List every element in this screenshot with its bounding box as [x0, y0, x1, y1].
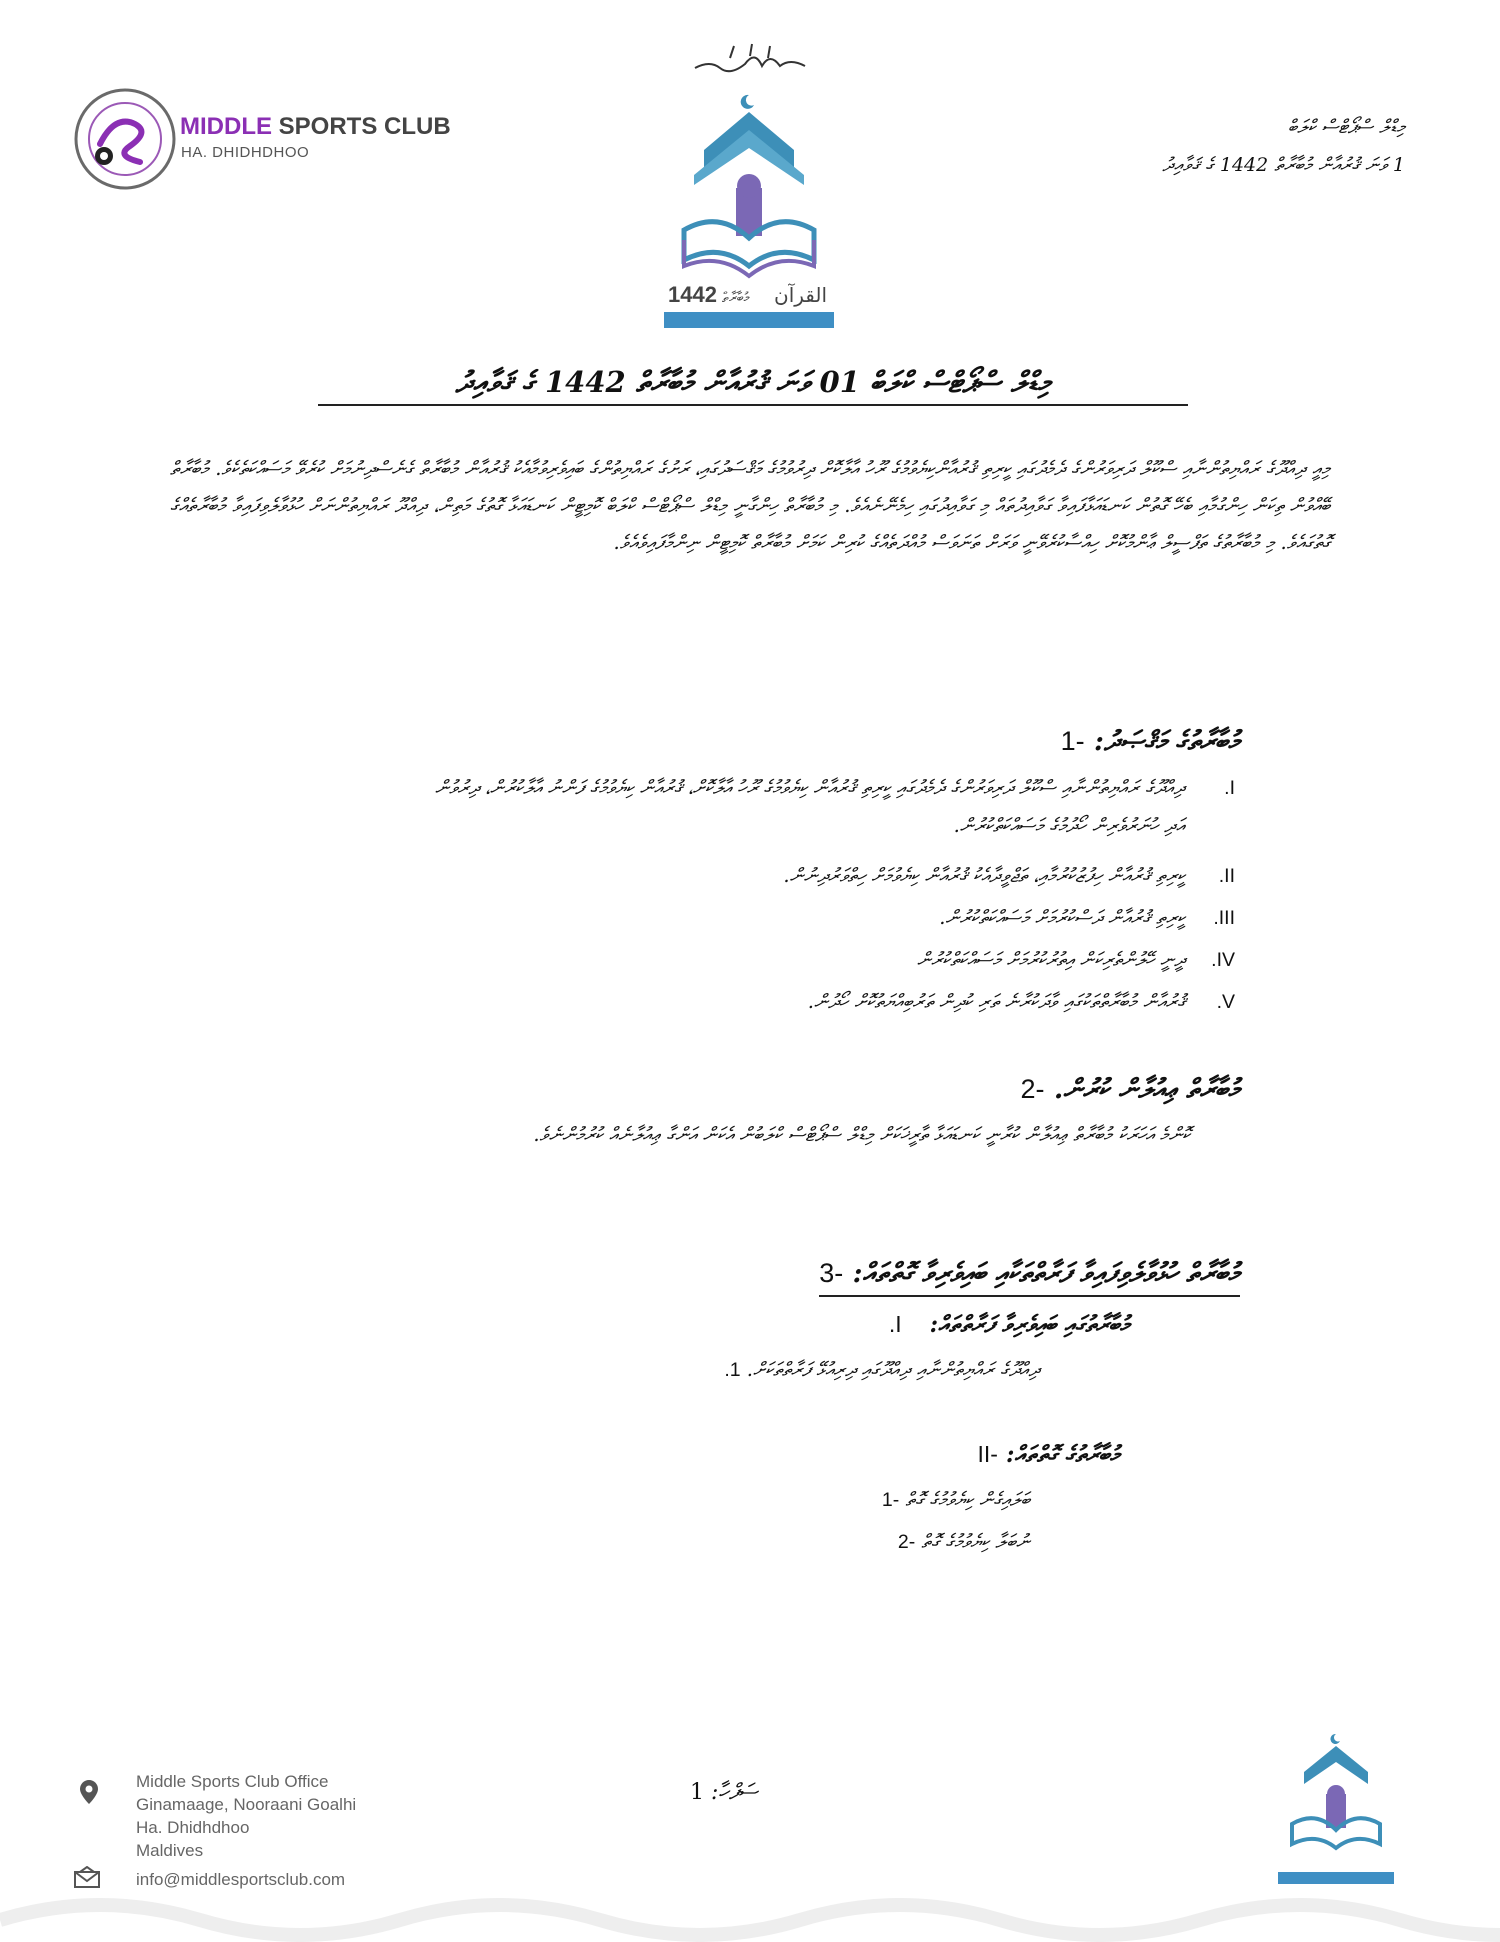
address-line: Ginamaage, Nooraani Goalhi — [136, 1795, 357, 1814]
club-name: MIDDLE SPORTS CLUB — [180, 113, 451, 140]
footer-email[interactable]: info@middlesportsclub.com — [136, 1870, 346, 1889]
logo-thaana-text: މުބާރާތް — [722, 290, 750, 306]
page-title: މިޑްލް ސްޕޯޓްސް ކްލަބް 01 ވަނަ ޤުރުއާން މުބާރާތް 1442 ގެ ޤަވާއިދު — [318, 360, 1188, 406]
quran-competition-logo — [664, 90, 834, 328]
section-3-heading: މުބާރާތް ހުޅުވާލެވިފައިވާ ފަރާތްތަކާއި ބައިވެރިވާ ގޮތްތައް: -3 — [819, 1252, 1240, 1297]
document-meta — [1162, 108, 1405, 184]
section-2-body: ކޮންމެ އަހަރަކު މުބާރާތް ޢިއުލާން ކުރާނީ ކަނޑައަޅާ ތާރީޚަކަށް މިޑްލް ސްޕޯޓްސް ކްލަބުން އެކަން އަންގާ ޢިއުލާނެއް ކުރުމުންނެވެ. — [533, 1123, 1190, 1146]
address-line: Maldives — [136, 1841, 204, 1860]
list-item: II. ކީރިތި ޤުރުއާން ހިފުޒުކުރުމާއި، ތަޖްވީދާއެކު ޤުރުއާން ކިޔެވުމަށް ހިތްވަރުދިނުން. — [783, 864, 1235, 887]
quran-competition-logo-small — [1278, 1732, 1394, 1887]
list-item: III. ކީރިތި ޤުރުއާން ދަސްކުރުމަށް މަސައްކަތްކުރުން. — [939, 906, 1235, 929]
section-1-heading: މުބާރާތުގެ މަޤްޞަދު: -1 — [1060, 726, 1240, 757]
page-number: ސަފްހާ: 1 — [690, 1780, 758, 1805]
meta-rules-title: 1 ވަނަ ޤުރުއާން މުބާރާތް 1442 ގެ ޤަވާއިދު — [1162, 154, 1405, 176]
section-3-sub-2-heading: މުބާރާތުގެ ގޮތްތައް: -II — [977, 1441, 1120, 1468]
list-item: V. ޤުރުއާން މުބާރާތްތަކުގައި ވާދަކުރާނެ ތަރި ކުދިން ތަރުބިއްޔަތުކޮށް ހޯދުން. — [807, 990, 1235, 1013]
list-item: ދިއްދޫގެ ރައްޔިތުންނާއި ދިއްދޫގައި ދިރިއުޅޭ ފަރާތްތަކަށް. 1. — [724, 1358, 1040, 1381]
club-location: HA. DHIDHDHOO — [181, 144, 310, 161]
list-item: ނުބަލާ ކިޔެވުމުގެ ގޮތް -2 — [897, 1530, 1030, 1553]
logo-arabic-text: القرآن — [774, 283, 828, 307]
address-line: Middle Sports Club Office — [136, 1772, 329, 1791]
section-3-sub-1-heading: މުބާރާތުގައި ބައިވެރިވާ ފަރާތްތައް:I. — [888, 1311, 1130, 1338]
decorative-footer-pattern — [0, 1890, 1500, 1942]
list-item-continued: އަދި ހުނަރުވެރިން ހޯދުމުގެ މަސައްކަތްކުރުން. — [953, 814, 1185, 837]
intro-paragraph: މިއީ ދިއްދޫގެ ރައްޔިތުންނާއި ސްކޫލް ދަރިވަރުންގެ ދެމެދުގައި ކީރިތި ޤުރުއާންކިޔެވުމުގެ ރޫހު އާލާކޮށް ދިރުވުމުގެ މަޤްސަދުގައި، ރަށުގެ ރައްޔިތުންގެ ބައިވެރިވުމާއެކު ޤުރުއާން މުބާރާތް ގެނެސްދިނުމަށް ކުރެވޭ މަސައްކަތެކެވެ. މުބާރާތް ބޭއްވުން ތިކަން ހިންގުމާއި ބެހޭ ގޮތުން ކަނޑައަޅާފައިވާ ގަވާއިދުތައް މި ގަވާއިދުގައި ހިމެނޭނެއެވެ. މި މުބާރާތް ހިންގާނީ މިޑްލް ސްޕޯޓްސް ކްލަބް ކޮމިޓީން ކަނޑައަޅާ ގޮތުގެ މަތިން، ދިއްދޫ ރައްޔިތުންނަށް ހުޅުވާލެވިފައިވާ މުބާރާތެއްގެ ގޮތުގައެވެ. މި މުބާރާތުގެ ތަފްސީލް ޢާންމުކޮށް ހިއްސާކުރެވޭނީ ވަރަށް ތަނަވަސް މުއްދަތެއްގެ ކުރިން ކަމަށް މުބާރާތް ކޮމިޓީން ނިންމާފައިވެއެވެ. — [170, 457, 1330, 554]
address-line: Ha. Dhidhdhoo — [136, 1818, 250, 1837]
map-pin-icon — [80, 1780, 98, 1804]
footer-address — [136, 1770, 356, 1862]
logo-year: 1442 — [668, 282, 717, 307]
list-item: I. ދިއްދޫގެ ރައްޔިތުންނާއި ސްކޫލް ދަރިވަރުންގެ ދެމެދުގައި ކީރިތި ޤުރުއާން ކިޔެވުމުގެ ރޫހު އާލާކޮށް، ޤުރުއާން ކިޔެވުމުގެ ފަންނު އާލާކުރުން، ދިރުވުން — [434, 776, 1235, 799]
bismillah-calligraphy-icon — [690, 40, 810, 80]
envelope-icon — [74, 1866, 100, 1888]
meta-club: މިޑްލް ސްޕޯޓްސް ކްލަބް — [1287, 116, 1405, 138]
list-item: ބަލައިގެން ކިޔެވުމުގެ ގޮތް -1 — [881, 1488, 1030, 1511]
section-2-heading: މުބާރާތް ޢިއުލާން ކުރުން. -2 — [1020, 1074, 1240, 1105]
list-item: IV. ދީނީ ހޭލުންތެރިކަން އިތުރުކުރުމަށް މަސައްކަތްކުރުން — [916, 948, 1235, 971]
